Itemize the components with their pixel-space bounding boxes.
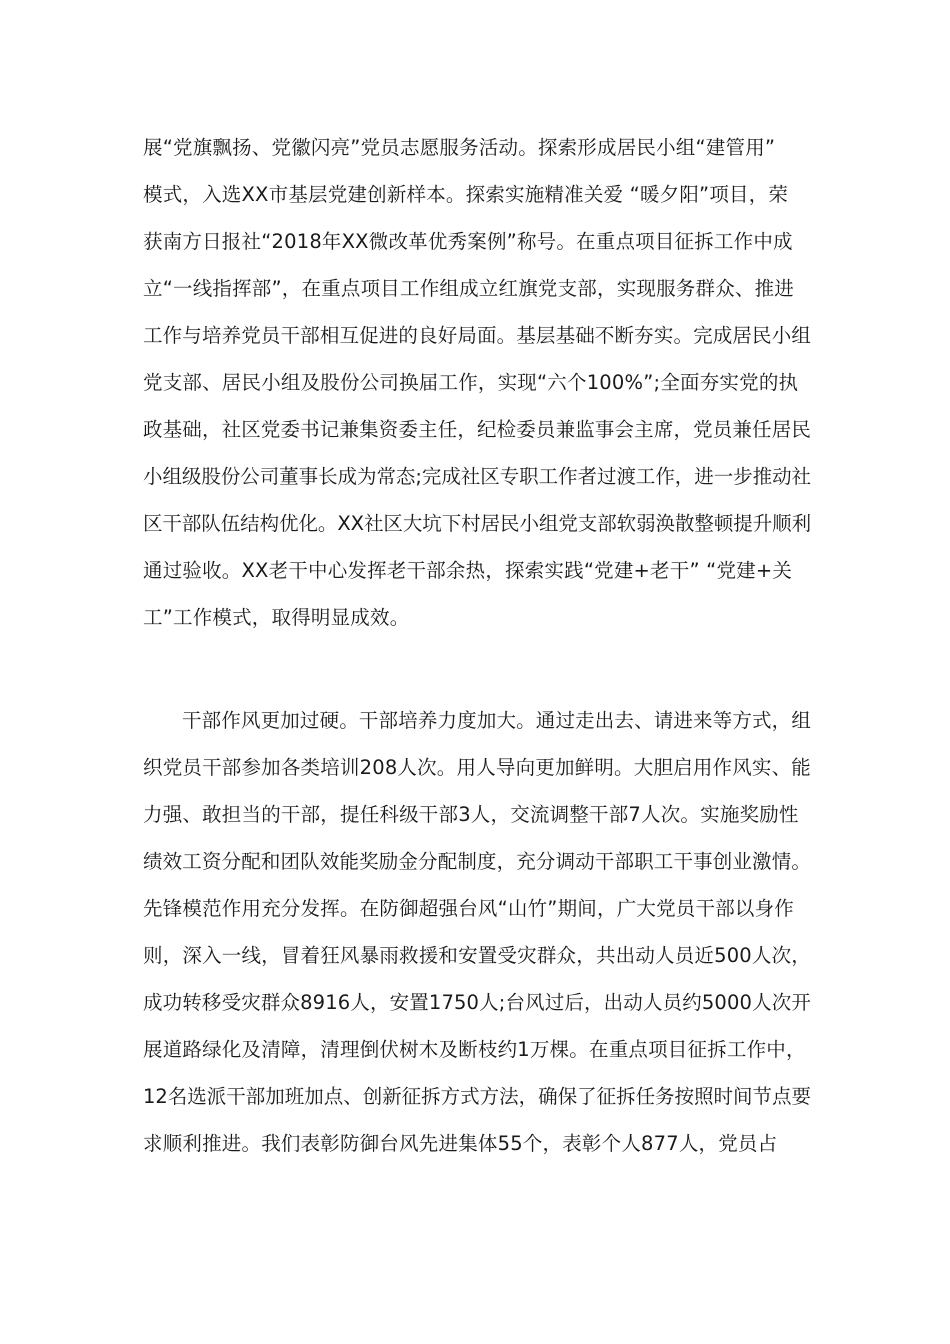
text-line: 求顺利推进。我们表彰防御台风先进集体55个，表彰个人877人，党员占 — [143, 1132, 778, 1155]
text-line: 获南方日报社“2018年XX微改革优秀案例”称号。在重点项目征拆工作中成 — [143, 230, 793, 253]
text-line: 工”工作模式，取得明显成效。 — [143, 606, 410, 629]
text-line: 模式，入选XX市基层党建创新样本。探索实施精准关爱 “暖夕阳”项目，荣 — [143, 183, 789, 206]
paragraph-cadre-style — [143, 697, 811, 1167]
text-line: 政基础，社区党委书记兼集资委主任，纪检委员兼监事会主席，党员兼任居民 — [143, 418, 811, 441]
text-line: 区干部队伍结构优化。XX社区大坑下村居民小组党支部软弱涣散整顿提升顺利 — [143, 512, 811, 535]
text-line: 小组级股份公司董事长成为常态;完成社区专职工作者过渡工作，进一步推动社 — [143, 465, 811, 488]
paragraph-party-building — [143, 124, 811, 641]
text-line: 织党员干部参加各类培训208人次。用人导向更加鲜明。大胆启用作风实、能 — [143, 756, 811, 779]
text-line: 成功转移受灾群众8916人，安置1750人;台风过后，出动人员约5000人次开 — [143, 991, 811, 1014]
text-line: 展道路绿化及清障，清理倒伏树木及断枝约1万棵。在重点项目征拆工作中， — [143, 1038, 806, 1061]
text-line: 12名选派干部加班加点、创新征拆方式方法，确保了征拆任务按照时间节点要 — [143, 1085, 811, 1108]
text-line: 先锋模范作用充分发挥。在防御超强台风“山竹”期间，广大党员干部以身作 — [143, 897, 795, 920]
text-line: 立“一线指挥部”，在重点项目工作组成立红旗党支部，实现服务群众、推进 — [143, 277, 795, 300]
text-line: 则，深入一线，冒着狂风暴雨救援和安置受灾群众，共出动人员近500人次， — [143, 944, 811, 967]
text-line: 党支部、居民小组及股份公司换届工作，实现“六个100%”;全面夯实党的执 — [143, 371, 799, 394]
text-line: 工作与培养党员干部相互促进的良好局面。基层基础不断夯实。完成居民小组 — [143, 324, 811, 347]
text-line: 力强、敢担当的干部，提任科级干部3人，交流调整干部7人次。实施奖励性 — [143, 803, 799, 826]
text-line-first: 干部作风更加过硬。干部培养力度加大。通过走出去、请进来等方式，组 — [182, 709, 811, 732]
text-line: 绩效工资分配和团队效能奖励金分配制度，充分调动干部职工干事创业激情。 — [143, 850, 811, 873]
text-line: 展“党旗飘扬、党徽闪亮”党员志愿服务活动。探索形成居民小组“建管用” — [143, 136, 776, 159]
text-line: 通过验收。XX老干中心发挥老干部余热，探索实践“党建+老干” “党建+关 — [143, 559, 793, 582]
